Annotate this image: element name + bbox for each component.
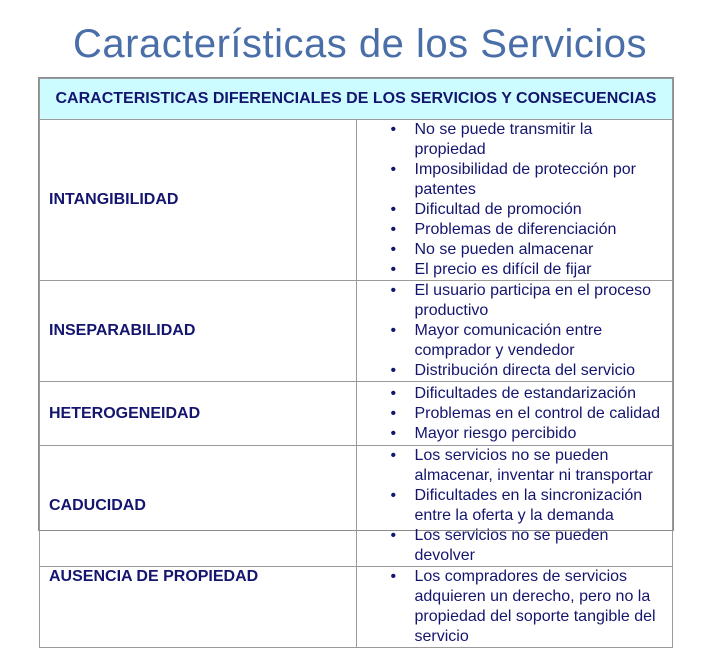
table-header: CARACTERISTICAS DIFERENCIALES DE LOS SERVICIOS Y CONSECUENCIAS xyxy=(40,79,673,120)
list-item: • El precio es difícil de fijar xyxy=(357,260,673,280)
category-inseparabilidad: INSEPARABILIDAD xyxy=(40,281,357,382)
items-cell xyxy=(356,281,673,382)
items-cell xyxy=(356,567,673,648)
list-item: • Dificultades en la sincronización entre la oferta y la demanda xyxy=(357,486,673,526)
category-heterogeneidad: HETEROGENEIDAD xyxy=(40,382,357,446)
list-item: • Los servicios no se pueden devolver xyxy=(357,526,673,566)
items-cell xyxy=(356,120,673,281)
bullet-list xyxy=(357,567,673,647)
bullet-list xyxy=(357,446,673,566)
list-item: • Distribución directa del servicio xyxy=(357,361,673,381)
items-cell xyxy=(356,446,673,567)
list-item: • No se pueden almacenar xyxy=(357,240,673,260)
items-cell xyxy=(356,382,673,446)
list-item: • Mayor riesgo percibido xyxy=(357,424,673,444)
list-item: • Dificultad de promoción xyxy=(357,200,673,220)
slide-title: Características de los Servicios xyxy=(73,22,647,66)
category-intangibilidad: INTANGIBILIDAD xyxy=(40,120,357,281)
bullet-list xyxy=(357,120,673,280)
bullet-list xyxy=(357,384,673,444)
table-row xyxy=(40,281,673,382)
table-row xyxy=(40,567,673,648)
table-row xyxy=(40,446,673,567)
table-row xyxy=(40,120,673,281)
category-caducidad: CADUCIDAD xyxy=(40,446,357,567)
list-item: • Problemas en el control de calidad xyxy=(357,404,673,424)
list-item: • Mayor comunicación entre comprador y vendedor xyxy=(357,321,673,361)
category-ausencia-de-propiedad: AUSENCIA DE PROPIEDAD xyxy=(40,567,357,648)
list-item: • Imposibilidad de protección por patentes xyxy=(357,160,673,200)
table-row xyxy=(40,382,673,446)
list-item: • Los servicios no se pueden almacenar, inventar ni transportar xyxy=(357,446,673,486)
list-item: • El usuario participa en el proceso productivo xyxy=(357,281,673,321)
list-item: • No se puede transmitir la propiedad xyxy=(357,120,673,160)
list-item: • Los compradores de servicios adquieren un derecho, pero no la propiedad del soporte tangible del servicio xyxy=(357,567,673,647)
list-item: • Dificultades de estandarización xyxy=(357,384,673,404)
list-item: • Problemas de diferenciación xyxy=(357,220,673,240)
characteristics-table xyxy=(38,77,674,645)
bullet-list xyxy=(357,281,673,381)
